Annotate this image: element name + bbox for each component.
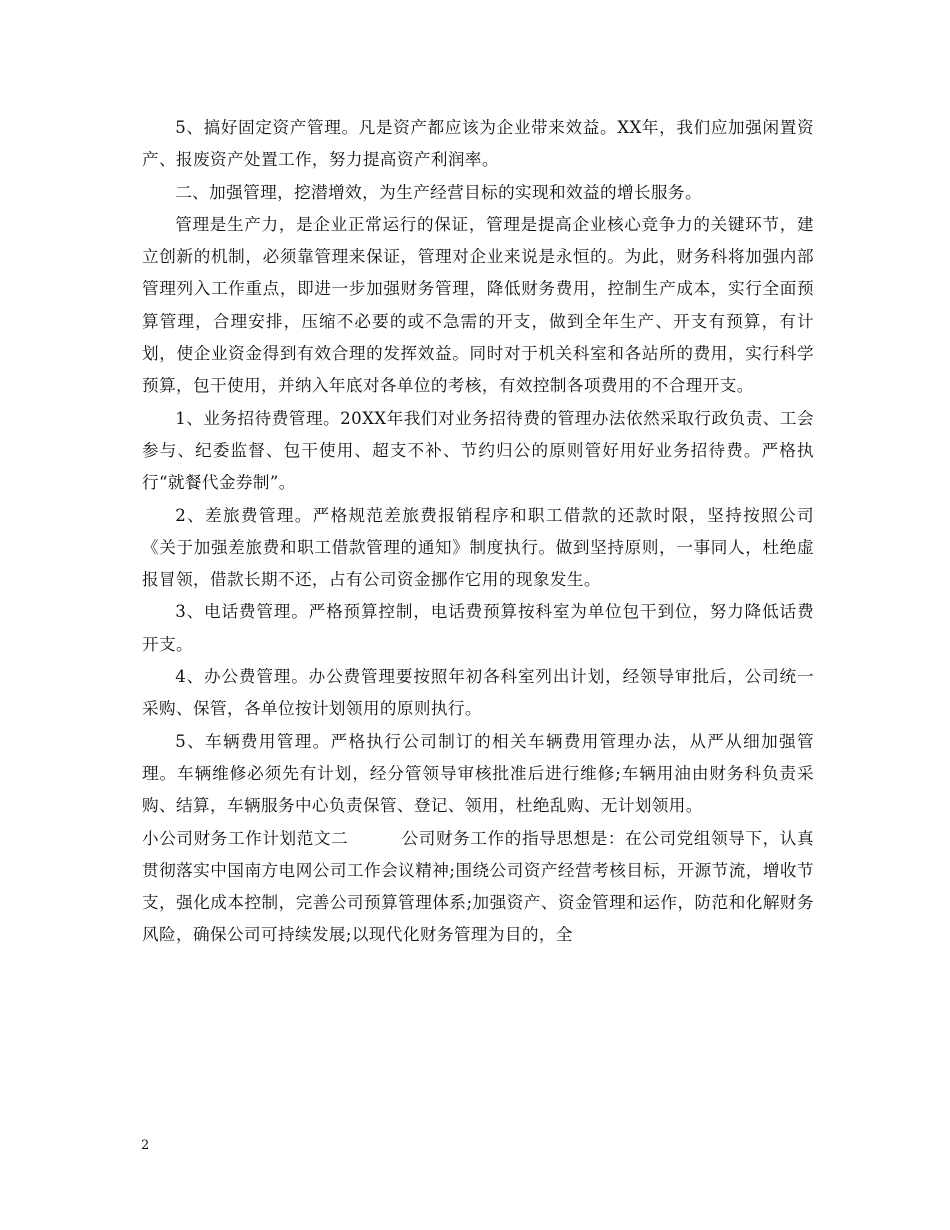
paragraph-fixed-assets: 5、搞好固定资产管理。凡是资产都应该为企业带来效益。XX年，我们应加强闲置资产、报废资产处置工作，努力提高资产利润率。 [142, 118, 814, 170]
paragraph-plan-two [142, 823, 814, 952]
paragraph-travel-expenses: 2、差旅费管理。严格规范差旅费报销程序和职工借款的还款时限，坚持按照公司《关于加强差旅费和职工借款管理的通知》制度执行。做到坚持原则，一事同人，杜绝虚报冒领，借款长期不还，占有公司资金挪作它用的现象发生。 [142, 505, 814, 590]
plan-two-heading: 小公司财务工作计划范文二 [142, 828, 349, 848]
paragraph-telephone-expenses: 3、电话费管理。严格预算控制，电话费预算按科室为单位包干到位，努力降低话费开支。 [142, 602, 814, 654]
page-number: 2 [141, 1138, 150, 1153]
document-body [142, 112, 814, 952]
section-heading-strengthen-management: 二、加强管理，挖潜增效，为生产经营目标的实现和效益的增长服务。 [175, 182, 702, 202]
paragraph-management-overview: 管理是生产力，是企业正常运行的保证，管理是提高企业核心竞争力的关键环节，建立创新的机制，必须靠管理来保证，管理对企业来说是永恒的。为此，财务科将加强内部管理列入工作重点，即进一步加强财务管理，降低财务费用，控制生产成本，实行全面预算管理，合理安排，压缩不必要的或不急需的开支，做到全年生产、开支有预算，有计划，使企业资金得到有效合理的发挥效益。同时对于机关科室和各站所的费用，实行科学预算，包干使用，并纳入年底对各单位的考核，有效控制各项费用的不合理开支。 [142, 214, 814, 396]
paragraph-entertainment-expenses: 1、业务招待费管理。20XX年我们对业务招待费的管理办法依然采取行政负责、工会参与、纪委监督、包干使用、超支不补、节约归公的原则管好用好业务招待费。严格执行“就餐代金券制”。 [142, 408, 814, 493]
paragraph-vehicle-expenses: 5、车辆费用管理。严格执行公司制订的相关车辆费用管理办法，从严从细加强管理。车辆维修必须先有计划，经分管领导审核批准后进行维修;车辆用油由财务科负责采购、结算，车辆服务中心负责保管、登记、领用，杜绝乱购、无计划领用。 [142, 731, 814, 816]
plan-two-text: 公司财务工作的指导思想是：在公司党组领导下，认真贯彻落实中国南方电网公司工作会议精神;围绕公司资产经营考核目标，开源节流，增收节支，强化成本控制，完善公司预算管理体系;加强资产、资金管理和运作，防范和化解财务风险，确保公司可持续发展;以现代化财务管理为目的，全 [142, 828, 814, 945]
paragraph-office-expenses: 4、办公费管理。办公费管理要按照年初各科室列出计划，经领导审批后，公司统一采购、保管，各单位按计划领用的原则执行。 [142, 667, 814, 719]
